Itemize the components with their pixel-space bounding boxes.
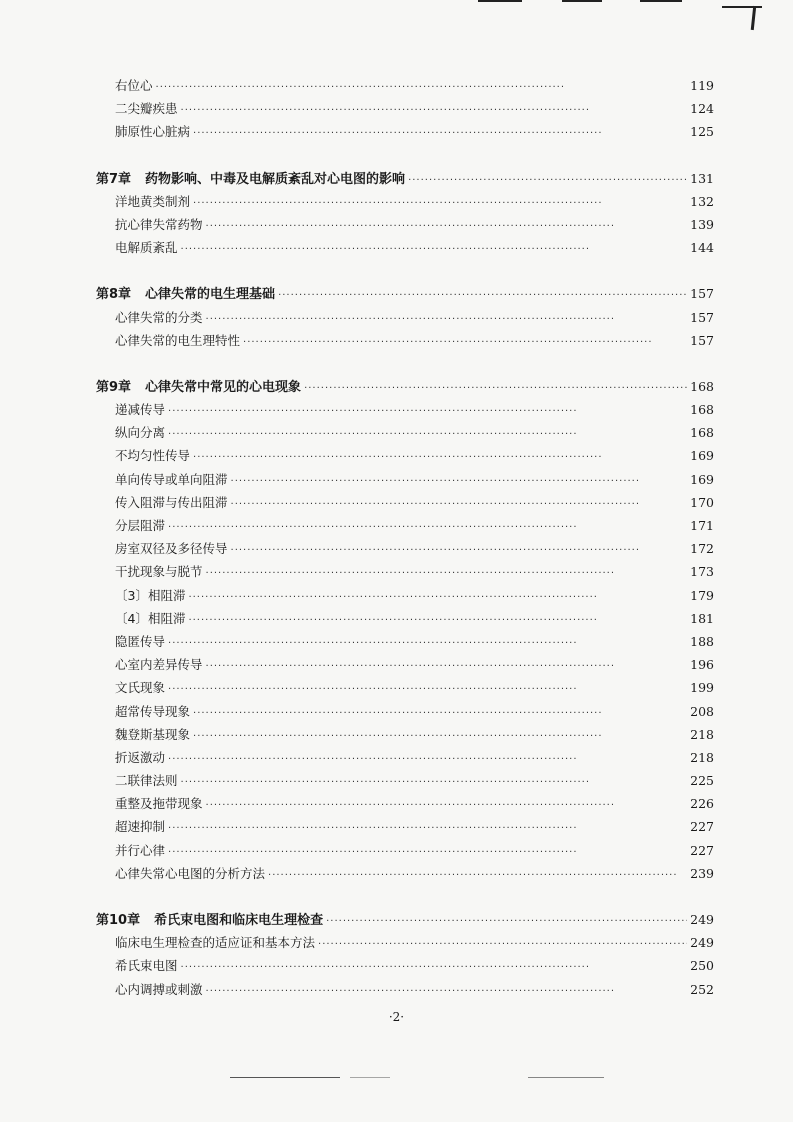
toc-chapter-number: 第8章 [96, 287, 132, 303]
toc-entry [96, 120, 714, 143]
dot-leader [181, 238, 687, 261]
toc-entry [96, 792, 714, 815]
footer-smudge-3 [528, 1077, 604, 1078]
dot-leader [193, 192, 687, 215]
toc-entry-title: 〔3〕相阻滞 [115, 587, 186, 603]
toc-entry [96, 607, 714, 630]
toc-entry-title: 心内调搏或刺激 [115, 981, 203, 997]
toc-entry-title: 心律失常的分类 [115, 309, 203, 325]
dot-leader [206, 562, 687, 585]
toc-entry [96, 306, 714, 329]
toc-chapter-number: 第10章 [96, 913, 141, 928]
dot-leader [168, 817, 687, 840]
toc-entry [96, 700, 714, 723]
toc-entry-page: 139 [690, 216, 714, 232]
toc-chapter-entry [96, 375, 714, 398]
toc-entry-page: 172 [690, 541, 714, 557]
toc-entry-page: 181 [690, 610, 714, 626]
toc-entry-page: 169 [690, 448, 714, 464]
toc-entry-title: 分层阻滞 [115, 518, 166, 533]
toc-entry-page: 173 [690, 564, 714, 580]
dot-leader [206, 655, 687, 678]
dot-leader [193, 725, 687, 748]
scan-mark-5 [751, 6, 756, 30]
toc-entry [96, 190, 714, 213]
dot-leader [326, 910, 687, 933]
toc-entry-title: 递减传导 [115, 402, 166, 418]
dot-leader [193, 122, 687, 145]
toc-entry-page: 208 [690, 703, 714, 719]
toc-entry-page: 252 [690, 981, 714, 997]
dot-leader [188, 586, 687, 609]
toc-entry-title: 希氏束电图 [115, 958, 178, 974]
toc-entry-title: 超速抑制 [115, 819, 166, 835]
toc-entry-page: 218 [690, 726, 714, 742]
dot-leader [206, 980, 687, 1003]
toc-entry-title: 魏登斯基现象 [115, 726, 191, 742]
toc-chapter-number: 第7章 [96, 171, 132, 187]
toc-entry-title: 房室双径及多径传导 [115, 541, 228, 557]
toc-entry-page: 168 [690, 402, 714, 418]
dot-leader [231, 470, 687, 493]
scan-mark-2 [562, 0, 602, 2]
toc-entry-title: 右位心 [115, 78, 153, 93]
toc-entry-title: 二联律法则 [115, 773, 178, 789]
toc-entry [96, 676, 714, 699]
footer-smudge-2 [350, 1077, 390, 1078]
toc-entry-title: 干扰现象与脱节 [115, 564, 203, 580]
toc-entry-page: 196 [690, 657, 714, 673]
dot-leader [168, 423, 687, 446]
toc-entry [96, 746, 714, 769]
toc-entry-title: 重整及拖带现象 [115, 796, 203, 812]
toc-entry-title: 传入阻滞与传出阻滞 [115, 494, 228, 510]
toc-entry-title: 折返激动 [115, 749, 166, 765]
dot-leader [168, 632, 687, 655]
dot-leader [181, 99, 687, 122]
toc-entry [96, 491, 714, 514]
dot-leader [206, 215, 687, 238]
toc-entry-title: 〔4〕相阻滞 [115, 610, 186, 626]
dot-leader [206, 794, 687, 817]
toc-entry-page: 249 [690, 912, 714, 927]
dot-leader [156, 76, 687, 99]
toc-entry-page: 199 [690, 680, 714, 696]
toc-entry [96, 236, 714, 259]
toc-entry-page: 169 [690, 471, 714, 487]
toc-entry [96, 653, 714, 676]
toc-entry-title: 电解质紊乱 [115, 240, 178, 256]
toc-entry-page: 157 [690, 309, 714, 325]
dot-leader [188, 609, 687, 632]
dot-leader [231, 539, 687, 562]
toc-chapter-entry [96, 908, 714, 931]
toc-entry [96, 978, 714, 1001]
table-of-contents [96, 74, 714, 1001]
toc-entry [96, 74, 714, 97]
toc-entry-page: 119 [690, 78, 714, 93]
dot-leader [181, 771, 687, 794]
toc-entry-title: 肺原性心脏病 [115, 124, 191, 140]
dot-leader [168, 400, 687, 423]
toc-entry-page: 144 [690, 240, 714, 256]
toc-entry-title: 抗心律失常药物 [115, 216, 203, 232]
dot-leader [193, 702, 687, 725]
toc-entry-page: 249 [690, 935, 714, 951]
toc-entry [96, 769, 714, 792]
toc-entry-page: 226 [690, 796, 714, 812]
dot-leader [206, 308, 687, 331]
dot-leader [193, 446, 687, 469]
toc-entry-page: 179 [690, 587, 714, 603]
toc-entry-page: 132 [690, 193, 714, 209]
dot-leader [278, 284, 687, 307]
toc-entry [96, 931, 714, 954]
dot-leader [408, 169, 687, 192]
toc-entry-page: 239 [690, 865, 714, 881]
dot-leader [231, 493, 687, 516]
toc-chapter-entry [96, 167, 714, 190]
dot-leader [168, 516, 687, 539]
dot-leader [168, 841, 687, 864]
toc-entry-page: 157 [690, 332, 714, 348]
toc-entry-page: 225 [690, 773, 714, 789]
toc-entry-title: 心律失常心电图的分析方法 [115, 865, 266, 881]
toc-entry-title: 药物影响、中毒及电解质紊乱对心电图的影响 [145, 171, 406, 187]
toc-entry-title: 心律失常的电生理特性 [115, 332, 241, 348]
toc-entry [96, 815, 714, 838]
toc-entry [96, 97, 714, 120]
dot-leader [318, 933, 687, 956]
toc-entry [96, 560, 714, 583]
toc-entry-page: 171 [690, 518, 714, 533]
toc-entry-page: 227 [690, 842, 714, 858]
toc-entry-page: 227 [690, 819, 714, 835]
toc-entry-page: 218 [690, 749, 714, 765]
toc-entry-title: 隐匿传导 [115, 633, 166, 649]
toc-entry-title: 临床电生理检查的适应证和基本方法 [115, 935, 316, 951]
dot-leader [243, 331, 687, 354]
toc-entry [96, 444, 714, 467]
toc-entry-page: 124 [690, 101, 714, 117]
toc-entry [96, 862, 714, 885]
dot-leader [304, 377, 687, 400]
toc-entry-title: 单向传导或单向阻滞 [115, 471, 228, 487]
toc-entry-title: 超常传导现象 [115, 703, 191, 719]
toc-entry [96, 213, 714, 236]
toc-entry [96, 954, 714, 977]
dot-leader [168, 748, 687, 771]
toc-entry-page: 250 [690, 958, 714, 974]
toc-entry [96, 421, 714, 444]
toc-entry [96, 537, 714, 560]
toc-entry-page: 125 [690, 124, 714, 140]
toc-entry-title: 心室内差异传导 [115, 657, 203, 673]
toc-entry [96, 723, 714, 746]
toc-entry-title: 文氏现象 [115, 680, 166, 696]
toc-entry-title: 洋地黄类制剂 [115, 193, 191, 209]
toc-entry-page: 168 [690, 378, 714, 394]
toc-entry-title: 不均匀性传导 [115, 448, 191, 464]
toc-entry-page: 168 [690, 425, 714, 441]
toc-chapter-number: 第9章 [96, 379, 132, 395]
dot-leader [168, 678, 687, 701]
toc-entry-page: 170 [690, 494, 714, 510]
dot-leader [181, 956, 687, 979]
toc-entry [96, 839, 714, 862]
toc-entry-page: 131 [690, 170, 714, 186]
toc-entry [96, 468, 714, 491]
scan-mark-3 [640, 0, 682, 2]
dot-leader [268, 864, 687, 887]
scan-mark-1 [478, 0, 522, 2]
toc-entry [96, 514, 714, 537]
toc-entry-page: 157 [690, 286, 714, 302]
toc-entry-title: 希氏束电图和临床电生理检查 [154, 913, 324, 928]
toc-chapter-entry [96, 282, 714, 305]
toc-entry-title: 二尖瓣疾患 [115, 101, 178, 117]
toc-entry [96, 630, 714, 653]
footer-smudge-1 [230, 1077, 340, 1078]
toc-entry [96, 398, 714, 421]
toc-entry-title: 心律失常的电生理基础 [145, 287, 276, 303]
page-number: ·2· [388, 1010, 405, 1024]
toc-entry-title: 并行心律 [115, 842, 166, 858]
toc-entry [96, 329, 714, 352]
toc-entry-title: 心律失常中常见的心电现象 [145, 379, 302, 395]
toc-entry-page: 188 [690, 633, 714, 649]
toc-entry [96, 584, 714, 607]
toc-entry-title: 纵向分离 [115, 425, 166, 441]
